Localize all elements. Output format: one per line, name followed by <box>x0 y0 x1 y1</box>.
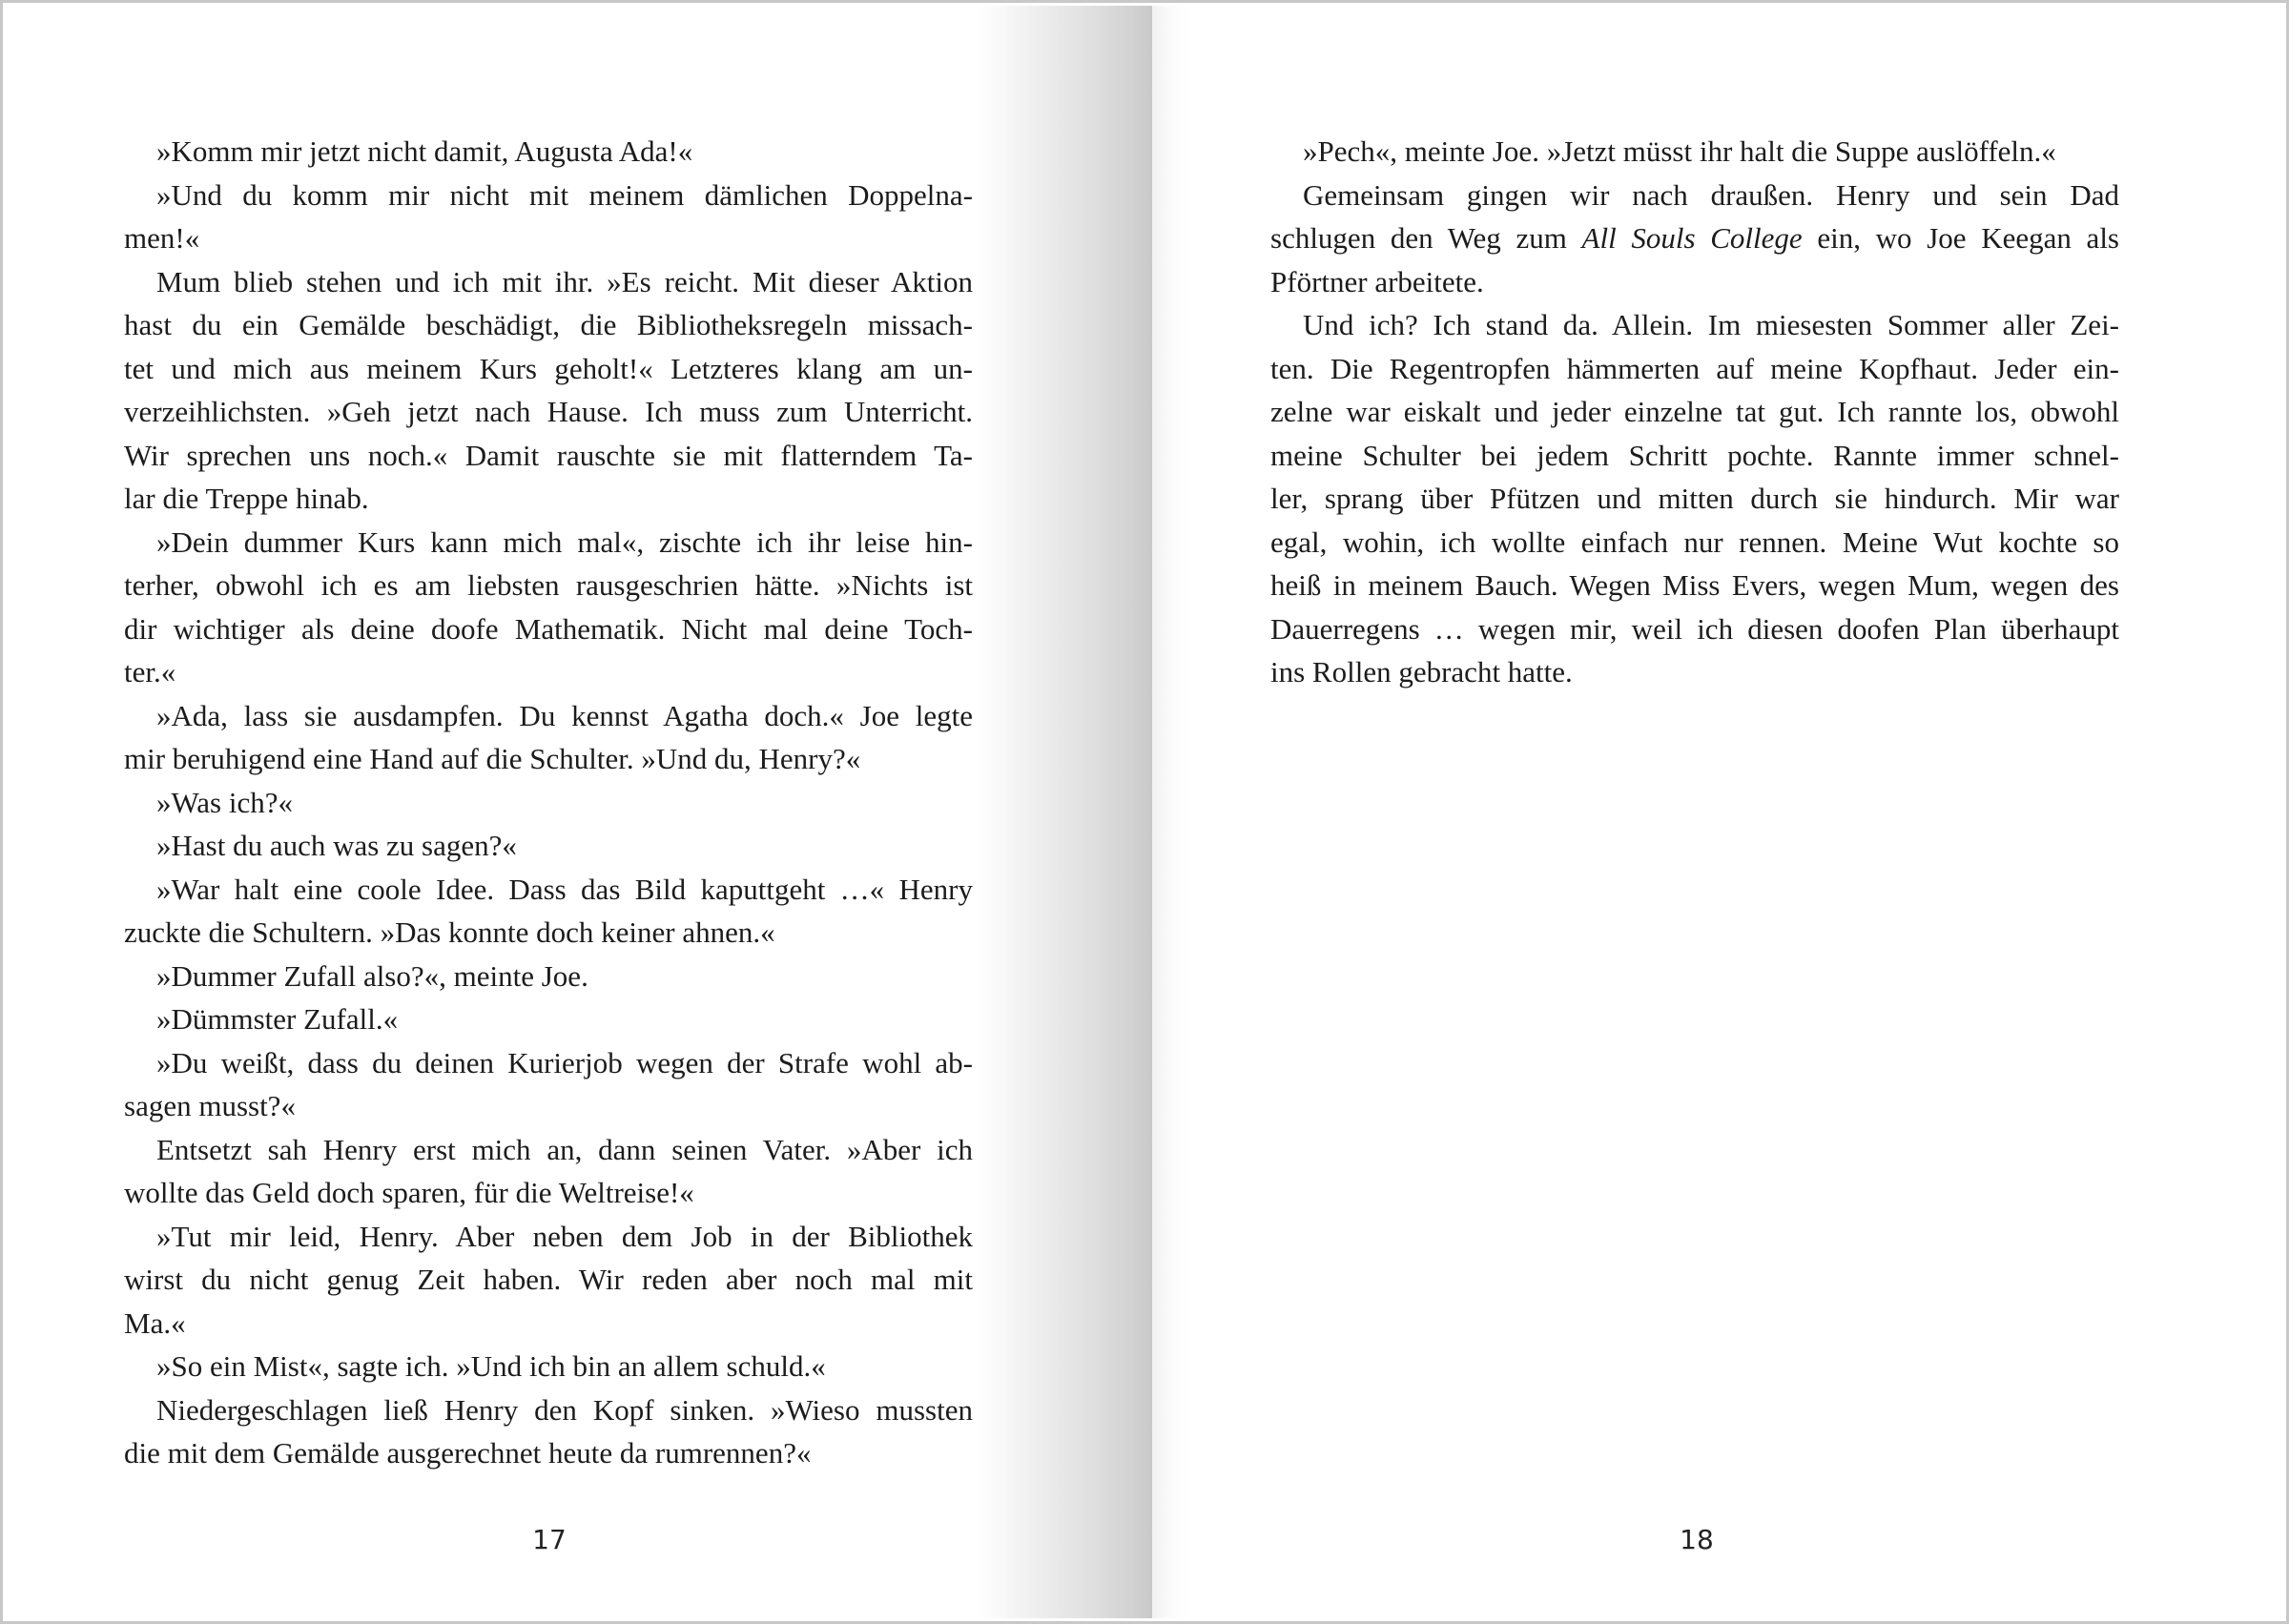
page-number-left: 17 <box>532 1524 567 1555</box>
text-line: Wir sprechen uns noch.« Damit rauschte sie mit flatterndem Ta- <box>124 438 973 472</box>
text-line: sagen musst?« <box>124 1089 296 1122</box>
text-line: Niedergeschlagen ließ Henry den Kopf sinken. »Wieso mussten <box>156 1392 973 1427</box>
paragraph <box>1270 130 2119 174</box>
text-line: Pförtner arbeitete. <box>1270 264 1484 298</box>
page-number-right: 18 <box>1680 1524 1714 1555</box>
text-line: ter.« <box>124 655 176 689</box>
paragraph <box>124 130 973 174</box>
text-line: dir wichtiger als deine doofe Mathematik. Nicht mal deine Toch- <box>124 611 973 646</box>
text-line: »Dein dummer Kurs kann mich mal«, zischte ich ihr leise hin- <box>156 524 973 559</box>
paragraph <box>124 1345 973 1388</box>
text-line: »Pech«, meinte Joe. »Jetzt müsst ihr halt die Suppe auslöffeln.« <box>1303 134 2056 168</box>
paragraph <box>124 824 973 868</box>
text-line: »War halt eine coole Idee. Dass das Bild kaputtgeht …« Henry <box>156 872 973 906</box>
paragraph <box>124 1041 973 1128</box>
text-line: »Komm mir jetzt nicht damit, Augusta Ada!« <box>156 134 693 168</box>
text-line: »So ein Mist«, sagte ich. »Und ich bin an allem schuld.« <box>156 1349 826 1383</box>
paragraph <box>124 781 973 825</box>
text-line: zelne war eiskalt und jeder einzelne tat gut. Ich rannte los, obwohl <box>1270 395 2119 428</box>
text-line: die mit dem Gemälde ausgerechnet heute da rumrennen?« <box>124 1436 812 1470</box>
text-line: wirst du nicht genug Zeit haben. Wir reden aber noch mal mit <box>124 1263 973 1296</box>
text-line: heiß in meinem Bauch. Wegen Miss Evers, wegen Mum, wegen des <box>1270 568 2119 602</box>
italic-title: All Souls College <box>1581 221 1803 255</box>
text-line: »Hast du auch was zu sagen?« <box>156 829 517 862</box>
text-line: ler, sprang über Pfützen und mitten durch sie hindurch. Mir war <box>1270 482 2119 515</box>
paragraph <box>124 174 973 260</box>
text-segment: schlugen den Weg zum <box>1270 221 1582 255</box>
text-line: tet und mich aus meinem Kurs geholt!« Letzteres klang am un- <box>124 351 973 385</box>
text-line: lar die Treppe hinab. <box>124 482 369 515</box>
paragraph <box>124 997 973 1041</box>
text-line: wollte das Geld doch sparen, für die Weltreise!« <box>124 1176 694 1209</box>
paragraph <box>124 955 973 998</box>
text-line: zuckte die Schultern. »Das konnte doch keiner ahnen.« <box>124 915 775 949</box>
text-line: »Dümmster Zufall.« <box>156 1002 399 1036</box>
paragraph <box>1270 174 2119 304</box>
text-line: Dauerregens … wegen mir, weil ich diesen doofen Plan überhaupt <box>1270 611 2119 646</box>
paragraph <box>1270 303 2119 694</box>
left-page-text <box>124 130 973 1475</box>
text-line: men!« <box>124 221 200 255</box>
text-line: Gemeinsam gingen wir nach draußen. Henry und sein Dad <box>1303 177 2119 212</box>
text-line: verzeihlichsten. »Geh jetzt nach Hause. Ich muss zum Unterricht. <box>124 395 973 428</box>
text-line: »Und du komm mir nicht mit meinem dämlichen Doppelna- <box>156 177 973 212</box>
paragraph <box>124 1215 973 1346</box>
right-page-text <box>1270 130 2119 694</box>
paragraph <box>124 1128 973 1215</box>
text-line: »Dummer Zufall also?«, meinte Joe. <box>156 958 588 993</box>
text-line: egal, wohin, ich wollte einfach nur rennen. Meine Wut kochte so <box>1270 524 2119 559</box>
text-line: hast du ein Gemälde beschädigt, die Bibliotheksregeln missach- <box>124 308 973 341</box>
paragraph <box>124 694 973 781</box>
text-line: Entsetzt sah Henry erst mich an, dann seinen Vater. »Aber ich <box>156 1132 973 1166</box>
paragraph <box>124 868 973 955</box>
text-line: Mum blieb stehen und ich mit ihr. »Es reicht. Mit dieser Aktion <box>156 264 973 298</box>
text-line <box>1270 216 2119 260</box>
paragraph <box>124 1388 973 1475</box>
text-line: Und ich? Ich stand da. Allein. Im miesesten Sommer aller Zei- <box>1303 308 2119 341</box>
text-line: ins Rollen gebracht hatte. <box>1270 655 1573 689</box>
text-line: Ma.« <box>124 1305 186 1340</box>
paragraph <box>124 521 973 694</box>
text-line: »Du weißt, dass du deinen Kurierjob wegen der Strafe wohl ab- <box>156 1045 973 1079</box>
text-line: ten. Die Regentropfen hämmerten auf meine Kopfhaut. Jeder ein- <box>1270 351 2119 385</box>
text-line: »Tut mir leid, Henry. Aber neben dem Job in der Bibliothek <box>156 1219 973 1253</box>
paragraph <box>124 260 973 521</box>
text-line: »Was ich?« <box>156 785 293 819</box>
text-line: terher, obwohl ich es am liebsten rausgeschrien hätte. »Nichts ist <box>124 568 973 602</box>
text-line: meine Schulter bei jedem Schritt pochte. Rannte immer schnel- <box>1270 438 2119 472</box>
text-segment: ein, wo Joe Keegan als <box>1802 221 2119 255</box>
text-line: mir beruhigend eine Hand auf die Schulter. »Und du, Henry?« <box>124 742 861 775</box>
text-line: »Ada, lass sie ausdampfen. Du kennst Agatha doch.« Joe legte <box>156 698 973 732</box>
